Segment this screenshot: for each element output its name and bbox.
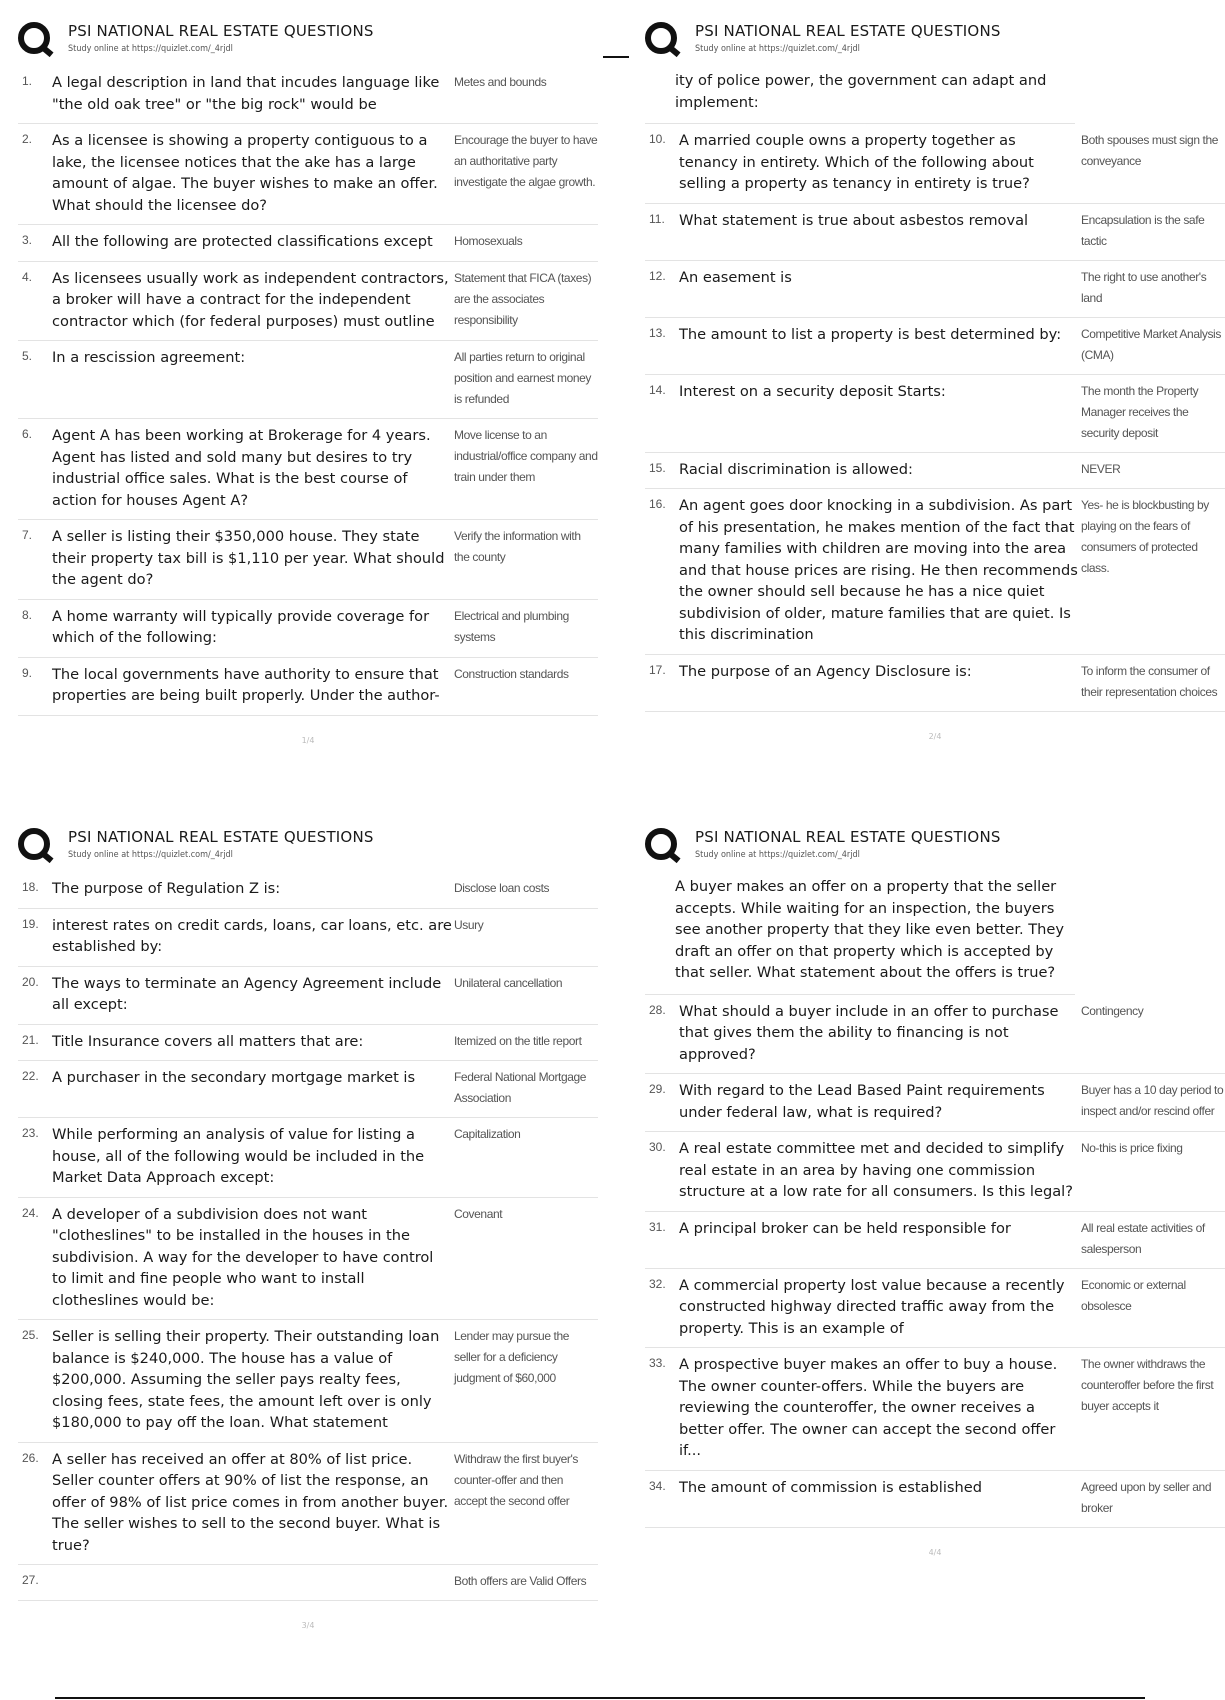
answer-text: Covenant (454, 1206, 503, 1221)
question-row (18, 225, 598, 262)
question-text: What should a buyer include in an offer to purchase that gives them the ability to financing is not approved? (679, 1002, 1059, 1063)
question-text: The amount to list a property is best determined by: (679, 325, 1062, 343)
question-text: A legal description in land that incudes language like "the old oak tree" or "the big rock" would be (52, 74, 440, 113)
question-row (645, 489, 1225, 655)
answer-text: Itemized on the title report (454, 1033, 582, 1048)
question-number: 7. (22, 528, 33, 542)
question-list (645, 872, 1225, 1528)
question-text: What statement is true about asbestos removal (679, 211, 1029, 229)
question-text: A real estate committee met and decided to simplify real estate in an area by having one commission structure at a low rate for all consumers. Is this legal? (679, 1140, 1073, 1200)
question-number: 14. (649, 382, 666, 397)
question-number: 28. (649, 1002, 666, 1017)
question-row (18, 1061, 598, 1118)
question-number: 31. (649, 1219, 666, 1234)
answer-text: Both offers are Valid Offers (454, 1574, 587, 1588)
page-number: 1/4 (301, 735, 315, 745)
question-row (645, 318, 1225, 375)
question-text: The amount of commission is established (679, 1478, 982, 1496)
question-number: 22. (22, 1069, 39, 1083)
question-text: The local governments have authority to ensure that properties are being built properly. Under the author- (52, 665, 440, 704)
question-row (18, 124, 598, 225)
answer-text: Move license to an industrial/office company and train under them (454, 428, 598, 484)
question-row (645, 204, 1225, 261)
question-text: A home warranty will typically provide coverage for which of the following: (52, 607, 430, 646)
page-header (18, 824, 598, 872)
answer-text: Yes- he is blockbusting by playing on the fears of consumers of protected class. (1081, 498, 1209, 575)
question-row (18, 520, 598, 600)
answer-text: Buyer has a 10 day period to inspect and/or rescind offer (1081, 1083, 1224, 1118)
question-row (18, 1118, 598, 1198)
question-text: A developer of a subdivision does not want "clotheslines" to be installed in the houses in the subdivision. A way for the developer to have control to limit and fine people who want to install clotheslines would be: (52, 1205, 434, 1309)
question-number: 4. (22, 269, 33, 284)
question-row (645, 655, 1225, 712)
answer-text: All real estate activities of salesperson (1081, 1220, 1205, 1256)
question-row (18, 909, 598, 967)
question-text: The purpose of an Agency Disclosure is: (679, 662, 972, 680)
study-link[interactable]: Study online at https://quizlet.com/_4rjdl (68, 850, 233, 860)
answer-text: Capitalization (454, 1127, 521, 1141)
quizlet-logo-icon (18, 22, 50, 54)
answer-text: No-this is price fixing (1081, 1141, 1183, 1155)
question-row (18, 1565, 598, 1601)
question-text: Agent A has been working at Brokerage for 4 years. Agent has listed and sold many but desires to try industrial office sales. What is the best course of action for houses Agent A? (52, 427, 431, 509)
question-row (18, 262, 598, 342)
study-link[interactable]: Study online at https://quizlet.com/_4rjdl (695, 850, 860, 860)
question-number: 10. (649, 132, 666, 146)
page-header (18, 18, 598, 66)
continued-question-text: A buyer makes an offer on a property that the seller accepts. While waiting for an inspection, the buyers see another property that they like even better. They draft an offer on that property which is accepted by that seller. What statement about the offers is true? (645, 872, 1075, 995)
question-list (18, 66, 598, 716)
question-row (18, 967, 598, 1025)
answer-text: Disclose loan costs (454, 881, 550, 895)
answer-text: Lender may pursue the seller for a deficiency judgment of $60,000 (454, 1329, 570, 1385)
question-number: 9. (22, 665, 33, 680)
question-text: A seller has received an offer at 80% of list price. Seller counter offers at 90% of list the response, an offer of 98% of list price comes in from another buyer. The seller wishes to sell to the second buyer. What is true? (52, 1450, 449, 1554)
page-number: 4/4 (928, 1547, 942, 1557)
question-text: In a rescission agreement: (52, 349, 246, 366)
quizlet-logo-icon (18, 828, 50, 860)
question-text: A seller is listing their $350,000 house. They state their property tax bill is $1,110 per year. What should the agent do? (52, 528, 445, 588)
question-row (18, 1320, 598, 1443)
bottom-rule (55, 1697, 1145, 1699)
question-text: An agent goes door knocking in a subdivision. As part of his presentation, he makes mention of the fact that many families with children are moving into the area and that house prices are rising. He then recommends the owner should sell because he has a nice quiet subdivision of older, mature families that are quiet. Is this discrimination (679, 497, 1078, 643)
question-row (18, 1025, 598, 1062)
answer-text: NEVER (1081, 461, 1121, 476)
answer-text: Verify the information with the county (454, 529, 581, 564)
question-text: The ways to terminate an Agency Agreement include all except: (52, 974, 442, 1013)
question-text: A principal broker can be held responsible for (679, 1219, 1011, 1237)
page-number: 2/4 (928, 731, 942, 741)
separator-dash (603, 56, 629, 58)
page-title: PSI NATIONAL REAL ESTATE QUESTIONS (68, 22, 374, 40)
question-row (18, 419, 598, 520)
answer-text: Homosexuals (454, 234, 523, 248)
answer-text: Usury (454, 917, 484, 932)
page-title: PSI NATIONAL REAL ESTATE QUESTIONS (695, 828, 1001, 846)
question-number: 6. (22, 427, 33, 441)
answer-text: Both spouses must sign the conveyance (1081, 133, 1219, 168)
question-text: With regard to the Lead Based Paint requirements under federal law, what is required? (679, 1082, 1045, 1121)
question-number: 2. (22, 132, 33, 146)
question-row (18, 1443, 598, 1566)
answer-text: The right to use another's land (1081, 269, 1207, 305)
question-number: 34. (649, 1478, 666, 1493)
continued-question-text: ity of police power, the government can adapt and implement: (645, 66, 1075, 124)
question-number: 16. (649, 497, 666, 511)
question-number: 3. (22, 233, 33, 247)
page-3 (18, 824, 598, 1630)
question-text (52, 1571, 452, 1592)
answer-text: Electrical and plumbing systems (454, 608, 569, 644)
question-row (645, 1269, 1225, 1349)
question-text: Interest on a security deposit Starts: (679, 382, 946, 400)
study-link[interactable]: Study online at https://quizlet.com/_4rjdl (695, 44, 860, 54)
answer-text: Economic or external obsolesce (1081, 1277, 1186, 1313)
question-number: 18. (22, 880, 39, 894)
question-list (645, 66, 1225, 712)
question-number: 27. (22, 1573, 39, 1587)
answer-text: Competitive Market Analysis (CMA) (1081, 326, 1221, 362)
question-text: The purpose of Regulation Z is: (52, 880, 281, 897)
answer-text: Contingency (1081, 1003, 1144, 1018)
question-number: 12. (649, 268, 666, 283)
question-row (645, 261, 1225, 318)
question-text: A married couple owns a property together as tenancy in entirety. Which of the following about selling a property as tenancy in entirety is true? (679, 132, 1034, 192)
question-row (18, 600, 598, 658)
question-number: 25. (22, 1328, 39, 1342)
question-row (645, 124, 1225, 204)
answer-text: Encapsulation is the safe tactic (1081, 212, 1205, 248)
question-text: A commercial property lost value because a recently constructed highway directed traffic away from the property. This is an example of (679, 1276, 1065, 1337)
answer-text: The owner withdraws the counteroffer before the first buyer accepts it (1081, 1357, 1214, 1413)
question-number: 30. (649, 1140, 666, 1154)
page-1 (18, 18, 598, 745)
page-header (645, 18, 1225, 66)
question-row (645, 995, 1225, 1075)
question-number: 24. (22, 1205, 39, 1220)
answer-text: To inform the consumer of their representation choices (1081, 663, 1218, 699)
answer-text: Agreed upon by seller and broker (1081, 1479, 1212, 1515)
answer-text: Metes and bounds (454, 75, 547, 89)
answer-text: The month the Property Manager receives the security deposit (1081, 383, 1199, 440)
question-text: Racial discrimination is allowed: (679, 460, 913, 478)
quizlet-logo-icon (645, 22, 677, 54)
page-title: PSI NATIONAL REAL ESTATE QUESTIONS (68, 828, 374, 846)
question-row (18, 1198, 598, 1321)
question-row (18, 658, 598, 716)
question-number: 5. (22, 349, 33, 363)
question-text: A purchaser in the secondary mortgage market is (52, 1069, 416, 1086)
study-link[interactable]: Study online at https://quizlet.com/_4rjdl (68, 44, 233, 54)
question-number: 11. (649, 211, 665, 226)
question-list (18, 872, 598, 1601)
question-text: All the following are protected classifications except (52, 233, 433, 250)
question-number: 8. (22, 607, 33, 622)
question-text: Seller is selling their property. Their outstanding loan balance is $240,000. The house has a value of $200,000. Assuming the seller pays realty fees, closing fees, state fees, the amount left over is only $180,000 to pay off the loan. What statement (52, 1328, 440, 1431)
question-number: 15. (649, 460, 666, 475)
question-number: 13. (649, 325, 666, 340)
question-number: 21. (22, 1032, 39, 1047)
page-2 (645, 18, 1225, 741)
answer-text: Unilateral cancellation (454, 975, 563, 990)
question-row (645, 1074, 1225, 1132)
question-number: 23. (22, 1126, 39, 1140)
quizlet-logo-icon (645, 828, 677, 860)
page-number: 3/4 (301, 1621, 315, 1630)
page-4 (645, 824, 1225, 1557)
page-title: PSI NATIONAL REAL ESTATE QUESTIONS (695, 22, 1001, 40)
question-row (18, 341, 598, 419)
question-number: 29. (649, 1082, 666, 1096)
question-row (645, 453, 1225, 490)
question-number: 26. (22, 1450, 39, 1465)
question-text: interest rates on credit cards, loans, car loans, etc. are established by: (52, 916, 452, 955)
answer-text: Encourage the buyer to have an authoritative party investigate the algae growth. (454, 133, 598, 189)
question-row (645, 1212, 1225, 1269)
question-text: A prospective buyer makes an offer to buy a house. The owner counter-offers. While the buyers are reviewing the counteroffer, the owner receives a better offer. The owner can accept the second offer if... (679, 1356, 1058, 1459)
question-number: 33. (649, 1356, 666, 1370)
question-text: Title Insurance covers all matters that are: (52, 1032, 364, 1050)
answer-text: All parties return to original position and earnest money is refunded (454, 350, 592, 406)
question-row (645, 1132, 1225, 1212)
question-row (18, 872, 598, 909)
page-header (645, 824, 1225, 872)
question-text: While performing an analysis of value for listing a house, all of the following would be included in the Market Data Approach except: (52, 1126, 425, 1186)
answer-text: Statement that FICA (taxes) are the associates responsibility (454, 270, 592, 327)
answer-text: Withdraw the first buyer's counter-offer and then accept the second offer (454, 1451, 578, 1508)
question-text: As a licensee is showing a property contiguous to a lake, the licensee notices that the ake has a large amount of algae. The buyer wishes to make an offer. What should the licensee do? (52, 132, 438, 214)
question-row (645, 375, 1225, 453)
question-row (645, 1471, 1225, 1528)
question-text: An easement is (679, 268, 792, 286)
question-number: 32. (649, 1276, 666, 1291)
question-number: 17. (649, 662, 666, 677)
question-number: 20. (22, 974, 39, 989)
answer-text: Federal National Mortgage Association (454, 1070, 587, 1105)
question-row (645, 1348, 1225, 1471)
answer-text: Construction standards (454, 666, 569, 681)
question-number: 1. (22, 74, 33, 88)
question-number: 19. (22, 916, 39, 931)
question-row (18, 66, 598, 124)
question-text: As licensees usually work as independent contractors, a broker will have a contract for the independent contractor which (for federal purposes) must outline (52, 269, 449, 330)
